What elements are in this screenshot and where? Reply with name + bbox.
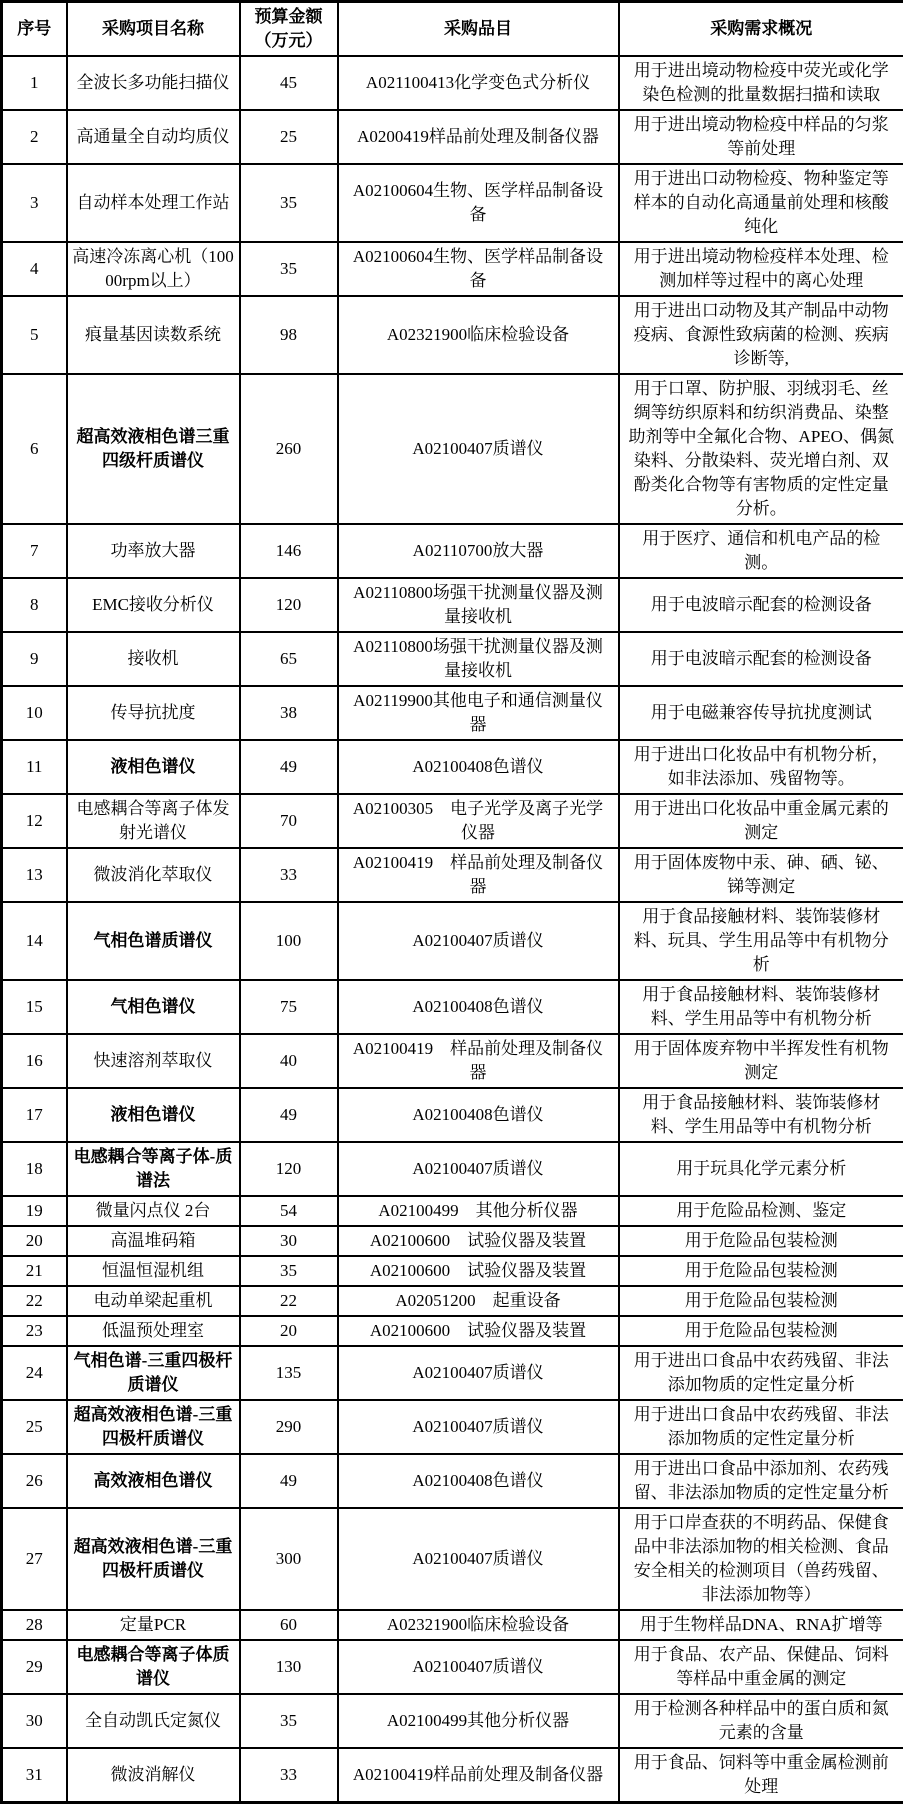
cell-budget: 30 <box>240 1226 338 1256</box>
cell-item: A02100407质谱仪 <box>338 374 619 524</box>
table-row <box>2 1610 903 1640</box>
table-row <box>2 1088 903 1142</box>
cell-requirement: 用于检测各种样品中的蛋白质和氮元素的含量 <box>619 1694 903 1748</box>
cell-seq: 25 <box>2 1400 67 1454</box>
cell-seq: 18 <box>2 1142 67 1196</box>
cell-item: A02110800场强干扰测量仪器及测量接收机 <box>338 578 619 632</box>
cell-seq: 1 <box>2 56 67 110</box>
cell-requirement: 用于电磁兼容传导抗扰度测试 <box>619 686 903 740</box>
cell-seq: 10 <box>2 686 67 740</box>
table-row <box>2 794 903 848</box>
cell-requirement: 用于危险品包装检测 <box>619 1316 903 1346</box>
cell-requirement: 用于进出口动物及其产制品中动物疫病、食源性致病菌的检测、疾病诊断等, <box>619 296 903 374</box>
cell-requirement: 用于食品接触材料、装饰装修材料、学生用品等中有机物分析 <box>619 1088 903 1142</box>
cell-requirement: 用于食品、农产品、保健品、饲料等样品中重金属的测定 <box>619 1640 903 1694</box>
cell-requirement: 用于进出境动物检疫样本处理、检测加样等过程中的离心处理 <box>619 242 903 296</box>
cell-requirement: 用于食品、饲料等中重金属检测前处理 <box>619 1748 903 1803</box>
cell-item: A02100407质谱仪 <box>338 902 619 980</box>
cell-budget: 65 <box>240 632 338 686</box>
cell-item: A0200419样品前处理及制备仪器 <box>338 110 619 164</box>
cell-budget: 35 <box>240 1694 338 1748</box>
cell-seq: 11 <box>2 740 67 794</box>
cell-seq: 29 <box>2 1640 67 1694</box>
cell-seq: 12 <box>2 794 67 848</box>
cell-project-name: 电动单梁起重机 <box>67 1286 240 1316</box>
cell-budget: 146 <box>240 524 338 578</box>
cell-seq: 19 <box>2 1196 67 1226</box>
cell-requirement: 用于进出口动物检疫、物种鉴定等样本的自动化高通量前处理和核酸纯化 <box>619 164 903 242</box>
cell-project-name: 气相色谱质谱仪 <box>67 902 240 980</box>
cell-seq: 8 <box>2 578 67 632</box>
cell-item: A02100407质谱仪 <box>338 1508 619 1610</box>
cell-project-name: 功率放大器 <box>67 524 240 578</box>
cell-requirement: 用于危险品检测、鉴定 <box>619 1196 903 1226</box>
cell-item: A02100408色谱仪 <box>338 740 619 794</box>
cell-budget: 260 <box>240 374 338 524</box>
cell-seq: 14 <box>2 902 67 980</box>
cell-budget: 49 <box>240 740 338 794</box>
table-row <box>2 56 903 110</box>
cell-item: A02110800场强干扰测量仪器及测量接收机 <box>338 632 619 686</box>
cell-project-name: 电感耦合等离子体发射光谱仪 <box>67 794 240 848</box>
cell-project-name: 液相色谱仪 <box>67 1088 240 1142</box>
cell-seq: 16 <box>2 1034 67 1088</box>
cell-requirement: 用于电波暗示配套的检测设备 <box>619 578 903 632</box>
cell-seq: 20 <box>2 1226 67 1256</box>
table-row <box>2 980 903 1034</box>
table-row <box>2 1454 903 1508</box>
table-row <box>2 902 903 980</box>
table-row <box>2 110 903 164</box>
cell-seq: 31 <box>2 1748 67 1803</box>
cell-requirement: 用于固体废弃物中半挥发性有机物测定 <box>619 1034 903 1088</box>
cell-budget: 135 <box>240 1346 338 1400</box>
cell-requirement: 用于进出口食品中农药残留、非法添加物质的定性定量分析 <box>619 1400 903 1454</box>
cell-seq: 3 <box>2 164 67 242</box>
cell-requirement: 用于固体废物中汞、砷、硒、铋、锑等测定 <box>619 848 903 902</box>
table-row <box>2 374 903 524</box>
cell-item: A02100419样品前处理及制备仪器 <box>338 1748 619 1803</box>
header-item: 采购品目 <box>338 2 619 57</box>
cell-item: A02100407质谱仪 <box>338 1142 619 1196</box>
table-row <box>2 632 903 686</box>
cell-seq: 27 <box>2 1508 67 1610</box>
cell-budget: 130 <box>240 1640 338 1694</box>
cell-item: A02100600 试验仪器及装置 <box>338 1226 619 1256</box>
cell-item: A02321900临床检验设备 <box>338 1610 619 1640</box>
cell-seq: 28 <box>2 1610 67 1640</box>
table-row <box>2 1748 903 1803</box>
cell-seq: 6 <box>2 374 67 524</box>
table-row <box>2 1196 903 1226</box>
cell-project-name: 高温堆码箱 <box>67 1226 240 1256</box>
cell-project-name: 微波消解仪 <box>67 1748 240 1803</box>
cell-project-name: 传导抗扰度 <box>67 686 240 740</box>
cell-item: A02100408色谱仪 <box>338 1454 619 1508</box>
cell-seq: 24 <box>2 1346 67 1400</box>
cell-budget: 120 <box>240 1142 338 1196</box>
table-row <box>2 578 903 632</box>
table-row <box>2 242 903 296</box>
table-row <box>2 1256 903 1286</box>
cell-budget: 75 <box>240 980 338 1034</box>
cell-item: A02100419 样品前处理及制备仪器 <box>338 1034 619 1088</box>
cell-requirement: 用于医疗、通信和机电产品的检测。 <box>619 524 903 578</box>
table-row <box>2 296 903 374</box>
cell-requirement: 用于危险品包装检测 <box>619 1256 903 1286</box>
cell-budget: 120 <box>240 578 338 632</box>
cell-project-name: 快速溶剂萃取仪 <box>67 1034 240 1088</box>
cell-project-name: 电感耦合等离子体质谱仪 <box>67 1640 240 1694</box>
cell-project-name: 接收机 <box>67 632 240 686</box>
cell-project-name: 超高效液相色谱-三重四极杆质谱仪 <box>67 1508 240 1610</box>
cell-item: A02119900其他电子和通信测量仪器 <box>338 686 619 740</box>
cell-project-name: 定量PCR <box>67 1610 240 1640</box>
cell-seq: 17 <box>2 1088 67 1142</box>
cell-budget: 33 <box>240 848 338 902</box>
cell-item: A02100408色谱仪 <box>338 1088 619 1142</box>
cell-requirement: 用于食品接触材料、装饰装修材料、玩具、学生用品等中有机物分析 <box>619 902 903 980</box>
cell-item: A02100305 电子光学及离子光学仪器 <box>338 794 619 848</box>
cell-project-name: 电感耦合等离子体-质谱法 <box>67 1142 240 1196</box>
table-row <box>2 1640 903 1694</box>
cell-item: A02100600 试验仪器及装置 <box>338 1256 619 1286</box>
cell-budget: 35 <box>240 164 338 242</box>
cell-project-name: 全自动凯氏定氮仪 <box>67 1694 240 1748</box>
cell-budget: 45 <box>240 56 338 110</box>
cell-requirement: 用于生物样品DNA、RNA扩增等 <box>619 1610 903 1640</box>
cell-seq: 2 <box>2 110 67 164</box>
cell-project-name: 气相色谱仪 <box>67 980 240 1034</box>
cell-item: A02100499其他分析仪器 <box>338 1694 619 1748</box>
table-row <box>2 686 903 740</box>
cell-seq: 23 <box>2 1316 67 1346</box>
cell-requirement: 用于进出口食品中添加剂、农药残留、非法添加物质的定性定量分析 <box>619 1454 903 1508</box>
table-row <box>2 164 903 242</box>
cell-budget: 60 <box>240 1610 338 1640</box>
cell-budget: 100 <box>240 902 338 980</box>
cell-project-name: EMC接收分析仪 <box>67 578 240 632</box>
cell-requirement: 用于口罩、防护服、羽绒羽毛、丝绸等纺织原料和纺织消费品、染整助剂等中全氟化合物、APEO、偶氮染料、分散染料、荧光增白剂、双酚类化合物等有害物质的定性定量分析。 <box>619 374 903 524</box>
header-project-name: 采购项目名称 <box>67 2 240 57</box>
cell-project-name: 微量闪点仪 2台 <box>67 1196 240 1226</box>
cell-budget: 25 <box>240 110 338 164</box>
header-budget: 预算金额（万元） <box>240 2 338 57</box>
cell-budget: 22 <box>240 1286 338 1316</box>
cell-item: A02100407质谱仪 <box>338 1640 619 1694</box>
cell-seq: 13 <box>2 848 67 902</box>
cell-budget: 49 <box>240 1088 338 1142</box>
cell-project-name: 全波长多功能扫描仪 <box>67 56 240 110</box>
cell-budget: 40 <box>240 1034 338 1088</box>
table-row <box>2 1508 903 1610</box>
cell-budget: 33 <box>240 1748 338 1803</box>
cell-seq: 30 <box>2 1694 67 1748</box>
cell-item: A02051200 起重设备 <box>338 1286 619 1316</box>
cell-budget: 70 <box>240 794 338 848</box>
header-seq: 序号 <box>2 2 67 57</box>
table-row <box>2 848 903 902</box>
cell-item: A02100407质谱仪 <box>338 1346 619 1400</box>
cell-project-name: 低温预处理室 <box>67 1316 240 1346</box>
cell-seq: 15 <box>2 980 67 1034</box>
cell-requirement: 用于进出口食品中农药残留、非法添加物质的定性定量分析 <box>619 1346 903 1400</box>
table-row <box>2 1316 903 1346</box>
cell-item: A021100413化学变色式分析仪 <box>338 56 619 110</box>
table-row <box>2 1286 903 1316</box>
cell-item: A02100419 样品前处理及制备仪器 <box>338 848 619 902</box>
cell-seq: 22 <box>2 1286 67 1316</box>
cell-project-name: 超高效液相色谱-三重四极杆质谱仪 <box>67 1400 240 1454</box>
cell-requirement: 用于口岸查获的不明药品、保健食品中非法添加物的相关检测、食品安全相关的检测项目（兽药残留、非法添加物等） <box>619 1508 903 1610</box>
cell-requirement: 用于进出境动物检疫中样品的匀浆等前处理 <box>619 110 903 164</box>
table-row <box>2 524 903 578</box>
cell-project-name: 恒温恒湿机组 <box>67 1256 240 1286</box>
cell-seq: 21 <box>2 1256 67 1286</box>
cell-project-name: 痕量基因读数系统 <box>67 296 240 374</box>
cell-item: A02100604生物、医学样品制备设备 <box>338 242 619 296</box>
cell-budget: 54 <box>240 1196 338 1226</box>
cell-project-name: 自动样本处理工作站 <box>67 164 240 242</box>
cell-seq: 4 <box>2 242 67 296</box>
table-body <box>2 56 903 1803</box>
cell-requirement: 用于进出口化妆品中有机物分析，如非法添加、残留物等。 <box>619 740 903 794</box>
cell-item: A02100499 其他分析仪器 <box>338 1196 619 1226</box>
cell-seq: 26 <box>2 1454 67 1508</box>
cell-project-name: 微波消化萃取仪 <box>67 848 240 902</box>
cell-item: A02100408色谱仪 <box>338 980 619 1034</box>
cell-item: A02100604生物、医学样品制备设备 <box>338 164 619 242</box>
cell-project-name: 超高效液相色谱三重四级杆质谱仪 <box>67 374 240 524</box>
cell-seq: 9 <box>2 632 67 686</box>
cell-project-name: 高通量全自动均质仪 <box>67 110 240 164</box>
cell-budget: 35 <box>240 1256 338 1286</box>
cell-budget: 35 <box>240 242 338 296</box>
cell-seq: 5 <box>2 296 67 374</box>
cell-item: A02321900临床检验设备 <box>338 296 619 374</box>
table-row <box>2 1694 903 1748</box>
table-row <box>2 1034 903 1088</box>
cell-requirement: 用于电波暗示配套的检测设备 <box>619 632 903 686</box>
table-row <box>2 1400 903 1454</box>
cell-project-name: 高效液相色谱仪 <box>67 1454 240 1508</box>
cell-requirement: 用于食品接触材料、装饰装修材料、学生用品等中有机物分析 <box>619 980 903 1034</box>
cell-requirement: 用于玩具化学元素分析 <box>619 1142 903 1196</box>
cell-budget: 300 <box>240 1508 338 1610</box>
table-header-row <box>2 2 903 57</box>
table-row <box>2 740 903 794</box>
cell-budget: 38 <box>240 686 338 740</box>
cell-budget: 49 <box>240 1454 338 1508</box>
cell-item: A02100600 试验仪器及装置 <box>338 1316 619 1346</box>
cell-requirement: 用于进出口化妆品中重金属元素的测定 <box>619 794 903 848</box>
cell-requirement: 用于危险品包装检测 <box>619 1226 903 1256</box>
cell-requirement: 用于进出境动物检疫中荧光或化学染色检测的批量数据扫描和读取 <box>619 56 903 110</box>
header-requirement: 采购需求概况 <box>619 2 903 57</box>
table-row <box>2 1346 903 1400</box>
cell-budget: 20 <box>240 1316 338 1346</box>
cell-project-name: 液相色谱仪 <box>67 740 240 794</box>
cell-seq: 7 <box>2 524 67 578</box>
cell-budget: 98 <box>240 296 338 374</box>
cell-requirement: 用于危险品包装检测 <box>619 1286 903 1316</box>
cell-project-name: 高速冷冻离心机（10000rpm以上） <box>67 242 240 296</box>
cell-budget: 290 <box>240 1400 338 1454</box>
table-row <box>2 1226 903 1256</box>
table-row <box>2 1142 903 1196</box>
cell-item: A02100407质谱仪 <box>338 1400 619 1454</box>
cell-item: A02110700放大器 <box>338 524 619 578</box>
cell-project-name: 气相色谱-三重四极杆质谱仪 <box>67 1346 240 1400</box>
